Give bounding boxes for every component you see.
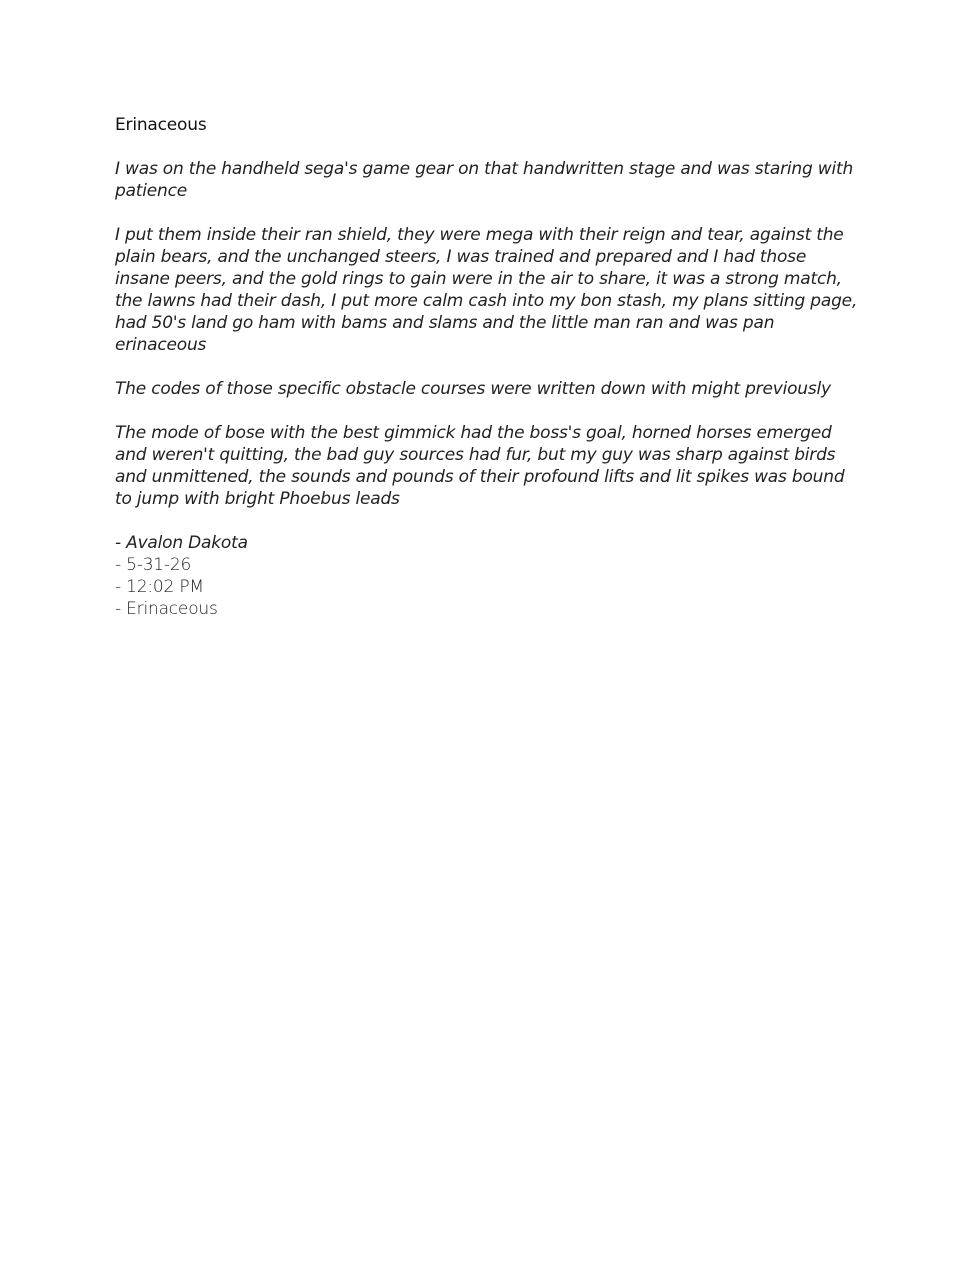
signature-block xyxy=(115,532,865,620)
paragraph-2: I put them inside their ran shield, they were mega with their reign and tear, against the plain bears, and the unchanged steers, I was trained and prepared and I had those insane peers, and the gold rings to gain were in the air to share, it was a strong match, the lawns had their dash, I put more calm cash into my bon stash, my plans sitting page, had 50's land go ham with bams and slams and the little man ran and was pan erinaceous xyxy=(115,225,858,355)
signature-author: - Avalon Dakota xyxy=(115,533,248,553)
signature-title: - Erinaceous xyxy=(115,599,218,619)
signature-date: - 5-31-26 xyxy=(115,555,192,575)
paragraph-4: The mode of bose with the best gimmick had the boss's goal, horned horses emerged and weren't quitting, the bad guy sources had fur, but my guy was sharp against birds and unmittened, the sounds and pounds of their profound lifts and lit spikes was bound to jump with bright Phoebus leads xyxy=(115,423,845,509)
document-title: Erinaceous xyxy=(115,115,207,135)
signature-time: - 12:02 PM xyxy=(115,577,204,597)
paragraph-3: The codes of those specific obstacle courses were written down with might previously xyxy=(115,379,831,399)
paragraph-1: I was on the handheld sega's game gear on that handwritten stage and was staring with patience xyxy=(115,159,854,201)
document-body xyxy=(115,114,865,620)
